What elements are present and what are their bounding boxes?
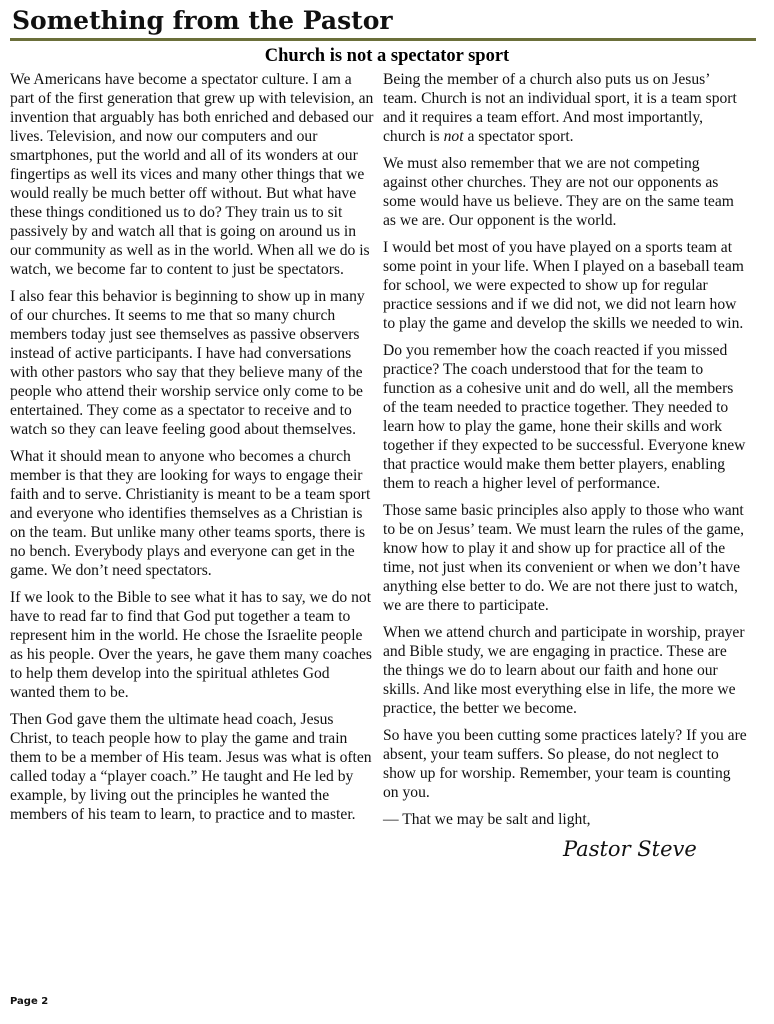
paragraph: We must also remember that we are not competing against other churches. They are not our opponents as some would have us believe. They are on the same team as we are. Our opponent is the world. xyxy=(383,155,734,229)
closing-line: — That we may be salt and light, xyxy=(383,811,591,828)
pastor-signature: Pastor Steve xyxy=(563,837,697,861)
right-column xyxy=(383,70,747,869)
paragraph: When we attend church and participate in worship, prayer and Bible study, we are engaging in practice. These are the things we do to learn about our faith and hone our skills. And like most everything else in life, the more we practice, the better we become. xyxy=(383,624,745,717)
section-title: Something from the Pastor xyxy=(12,6,393,35)
paragraph: We Americans have become a spectator culture. I am a part of the first generation that grew up with television, an invention that arguably has both enriched and debased our lives. Television, and now our computers and our smartphones, put the world and all of its wonders at our fingertips as well its vices and many other things that we would really be much better off without. But what have these things conditioned us to do? They train us to sit passively by and watch all that is going on around us in our community as well as in the world. When all we do is watch, we become far to content to just be spectators. xyxy=(10,71,374,278)
paragraph-text: Being the member of a church also puts us on Jesus’ team. Church is not an individual sport, it is a team sport and it requires a team effort. And most importantly, church is xyxy=(383,71,737,145)
paragraph: Those same basic principles also apply to those who want to be on Jesus’ team. We must learn the rules of the game, know how to play it and show up for practice all of the time, not just when its convenient or when we don’t have anything else better to do. We are not there just to watch, we are there to participate. xyxy=(383,502,745,614)
paragraph xyxy=(383,70,747,146)
paragraph: So have you been cutting some practices lately? If you are absent, your team suffers. So please, do not neglect to show up for worship. Remember, your team is counting on you. xyxy=(383,727,747,801)
paragraph: Then God gave them the ultimate head coach, Jesus Christ, to teach people how to play the game and train them to be a member of His team. Jesus was what is often called today a “player coach.” He taught and He led by example, by living out the principles he wanted the members of his team to learn, to practice and to master. xyxy=(10,711,372,823)
header-divider xyxy=(10,38,756,41)
emphasis-text: not xyxy=(443,128,464,145)
paragraph: What it should mean to anyone who becomes a church member is that they are looking for ways to engage their faith and to serve. Christianity is meant to be a team sport and everyone who identifies themselves as a Christian is on the team. But unlike many other teams sports, there is no bench. Everybody plays and everyone can get in the game. We don’t need spectators. xyxy=(10,448,371,579)
paragraph: I also fear this behavior is beginning to show up in many of our churches. It seems to me that so many church members today just see themselves as passive observers instead of active participants. I have had conversations with other pastors who say that they believe many of the people who attend their worship service only come to be entertained. They come as a spectator to receive and to watch so they can leave feeling good about themselves. xyxy=(10,288,365,438)
left-column xyxy=(10,70,376,832)
paragraph: I would bet most of you have played on a sports team at some point in your life. When I played on a baseball team for school, we were expected to show up for regular practice sessions and if we did not, we did not learn how to play the game and develop the skills we needed to win. xyxy=(383,239,744,332)
paragraph: If we look to the Bible to see what it has to say, we do not have to read far to find that God put together a team to represent him in the world. He chose the Israelite people as his people. Over the years, he gave them many coaches to help them develop into the spiritual athletes God wanted them to be. xyxy=(10,589,372,701)
paragraph-text: a spectator sport. xyxy=(463,128,574,145)
article-title: Church is not a spectator sport xyxy=(264,46,510,66)
page-number: Page 2 xyxy=(10,996,49,1007)
paragraph: Do you remember how the coach reacted if you missed practice? The coach understood that for the team to function as a cohesive unit and do well, all the members of the team needed to practice together. They needed to learn how to play the game, hone their skills and work together if they expected to be successful. Everyone knew that practice would make them better players, enabling them to reach a higher level of performance. xyxy=(383,342,746,492)
